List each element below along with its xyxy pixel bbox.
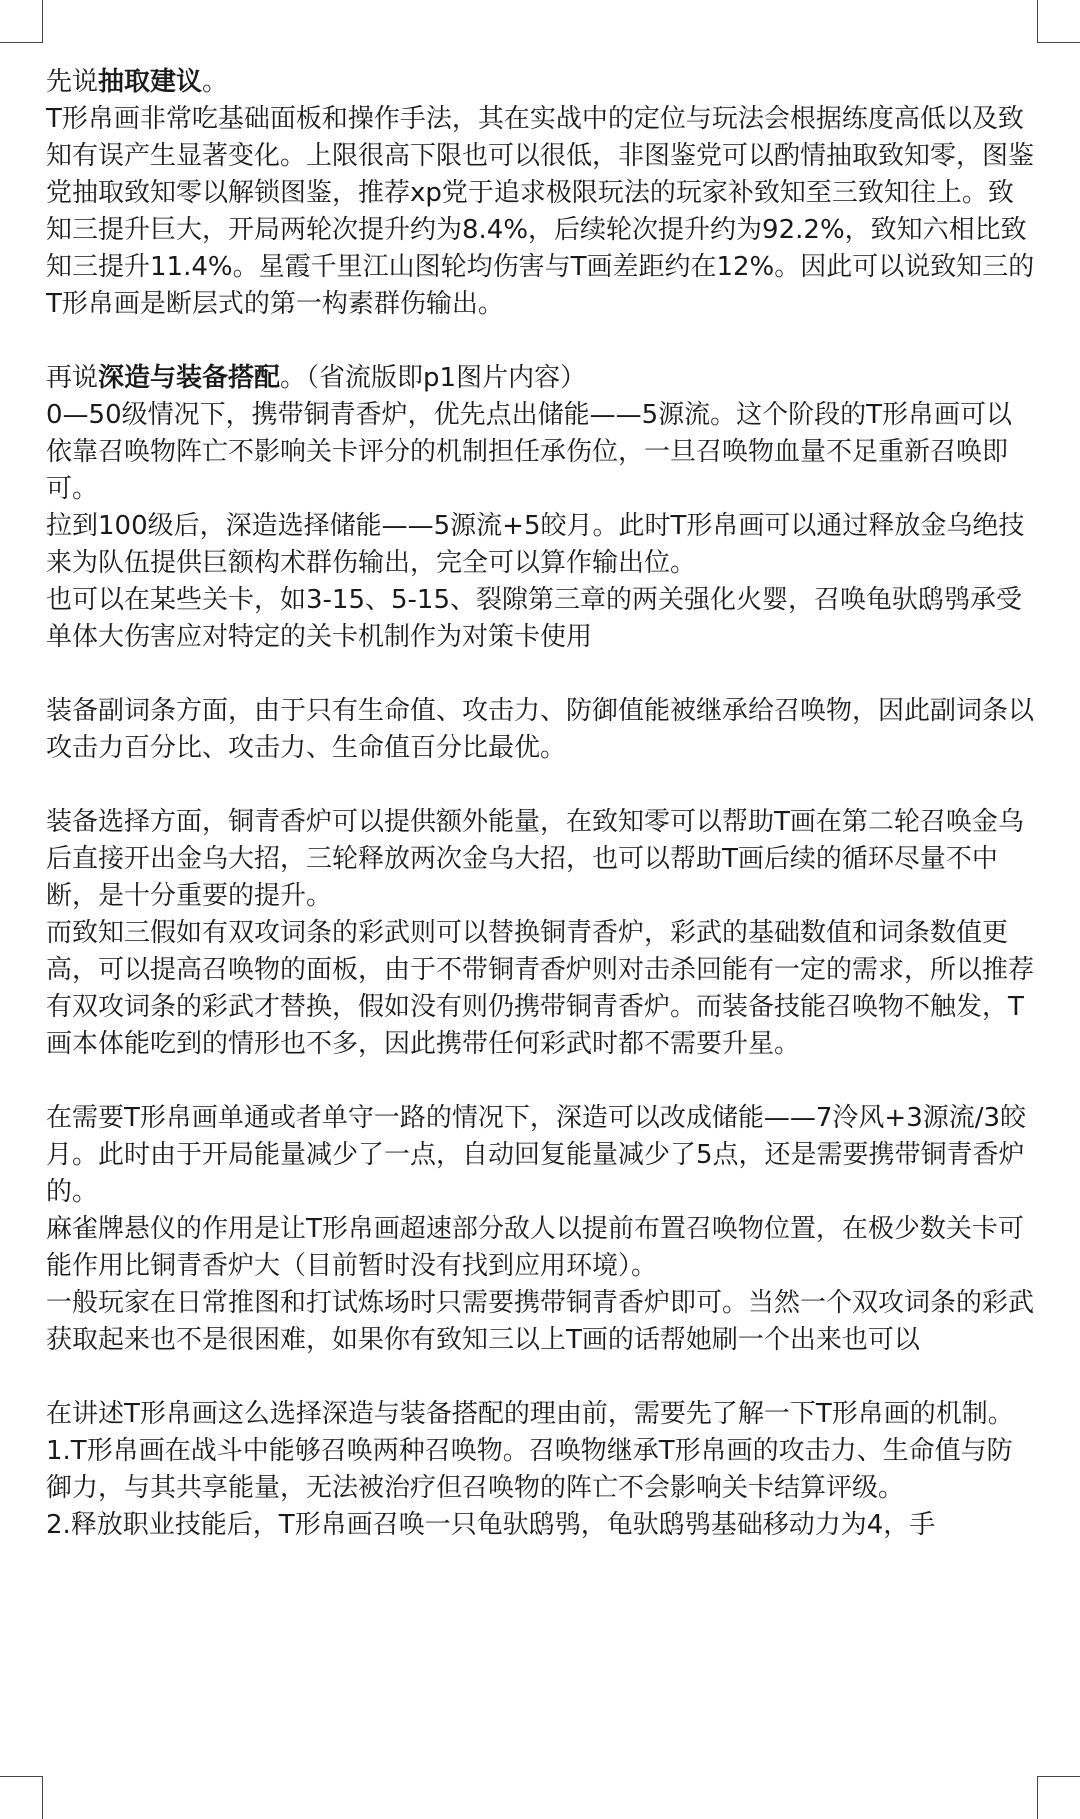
heading-lead: 再说 bbox=[46, 363, 99, 393]
paragraph: 在讲述T形帛画这么选择深造与装备搭配的理由前，需要先了解一下T形帛画的机制。 bbox=[46, 1399, 1014, 1429]
heading-lead: 先说 bbox=[46, 67, 99, 97]
article-body bbox=[46, 64, 1036, 1544]
paragraph: 在需要T形帛画单通或者单守一路的情况下，深造可以改成储能——7泠风+3源流/3皎月。此时由于开局能量减少了一点，自动回复能量减少了5点，还是需要携带铜青香炉的。 bbox=[46, 1103, 1027, 1207]
paragraph: 一般玩家在日常推图和打试炼场时只需要携带铜青香炉即可。当然一个双攻词条的彩武获取起来也不是很困难，如果你有致知三以上T画的话帮她刷一个出来也可以 bbox=[46, 1288, 1035, 1355]
paragraph: 装备副词条方面，由于只有生命值、攻击力、防御值能被继承给召唤物，因此副词条以攻击力百分比、攻击力、生命值百分比最优。 bbox=[46, 696, 1035, 763]
paragraph: 1.T形帛画在战斗中能够召唤两种召唤物。召唤物继承T形帛画的攻击力、生命值与防御力，与其共享能量，无法被治疗但召唤物的阵亡不会影响关卡结算评级。 bbox=[46, 1436, 1013, 1503]
blank-line bbox=[46, 323, 1036, 360]
paragraph: 装备选择方面，铜青香炉可以提供额外能量，在致知零可以帮助T画在第二轮召唤金乌后直接开出金乌大招，三轮释放两次金乌大招，也可以帮助T画后续的循环尽量不中断，是十分重要的提升。 bbox=[46, 807, 1024, 911]
heading-tail: 。 bbox=[202, 67, 229, 97]
crop-mark-bottom-right bbox=[1037, 1776, 1080, 1819]
blank-line bbox=[46, 1359, 1036, 1396]
paragraph: 而致知三假如有双攻词条的彩武则可以替换铜青香炉，彩武的基础数值和词条数值更高，可以提高召唤物的面板，由于不带铜青香炉则对击杀回能有一定的需求，所以推荐有双攻词条的彩武才替换，假如没有则仍携带铜青香炉。而装备技能召唤物不触发，T画本体能吃到的情形也不多，因此携带任何彩武时都不需要升星。 bbox=[46, 918, 1035, 1059]
paragraph: 拉到100级后，深造选择储能——5源流+5皎月。此时T形帛画可以通过释放金乌绝技来为队伍提供巨额构术群伤输出，完全可以算作输出位。 bbox=[46, 511, 1025, 578]
heading-tail: 。（省流版即p1图片内容） bbox=[280, 363, 587, 393]
paragraph: 也可以在某些关卡，如3-15、5-15、裂隙第三章的两关强化火婴，召唤龟驮鸱鸮承受单体大伤害应对特定的关卡机制作为对策卡使用 bbox=[46, 585, 1023, 652]
paragraph: 0—50级情况下，携带铜青香炉，优先点出储能——5源流。这个阶段的T形帛画可以依靠召唤物阵亡不影响关卡评分的机制担任承伤位，一旦召唤物血量不足重新召唤即可。 bbox=[46, 400, 1013, 504]
blank-line bbox=[46, 1063, 1036, 1100]
blank-line bbox=[46, 656, 1036, 693]
heading-bold: 抽取建议 bbox=[98, 67, 203, 97]
paragraph: T形帛画非常吃基础面板和操作手法，其在实战中的定位与玩法会根据练度高低以及致知有误产生显著变化。上限很高下限也可以很低，非图鉴党可以酌情抽取致知零，图鉴党抽取致知零以解锁图鉴，推荐xp党于追求极限玩法的玩家补致知至三致知往上。致知三提升巨大，开局两轮次提升约为8.4%，后续轮次提升约为92.2%，致知六相比致知三提升11.4%。星霞千里江山图轮均伤害与T画差距约在12%。因此可以说致知三的T形帛画是断层式的第一构素群伤输出。 bbox=[46, 104, 1035, 319]
crop-mark-top-right bbox=[1037, 0, 1080, 43]
blank-line bbox=[46, 767, 1036, 804]
paragraph: 2.释放职业技能后，T形帛画召唤一只龟驮鸱鸮，龟驮鸱鸮基础移动力为4，手 bbox=[46, 1510, 936, 1540]
crop-mark-bottom-left bbox=[0, 1776, 43, 1819]
crop-mark-top-left bbox=[0, 0, 43, 43]
section-heading-build bbox=[46, 360, 1036, 397]
paragraph: 麻雀牌悬仪的作用是让T形帛画超速部分敌人以提前布置召唤物位置，在极少数关卡可能作用比铜青香炉大（目前暂时没有找到应用环境）。 bbox=[46, 1214, 1024, 1281]
section-heading-draw-advice bbox=[46, 64, 1036, 101]
heading-bold: 深造与装备搭配 bbox=[98, 363, 281, 393]
